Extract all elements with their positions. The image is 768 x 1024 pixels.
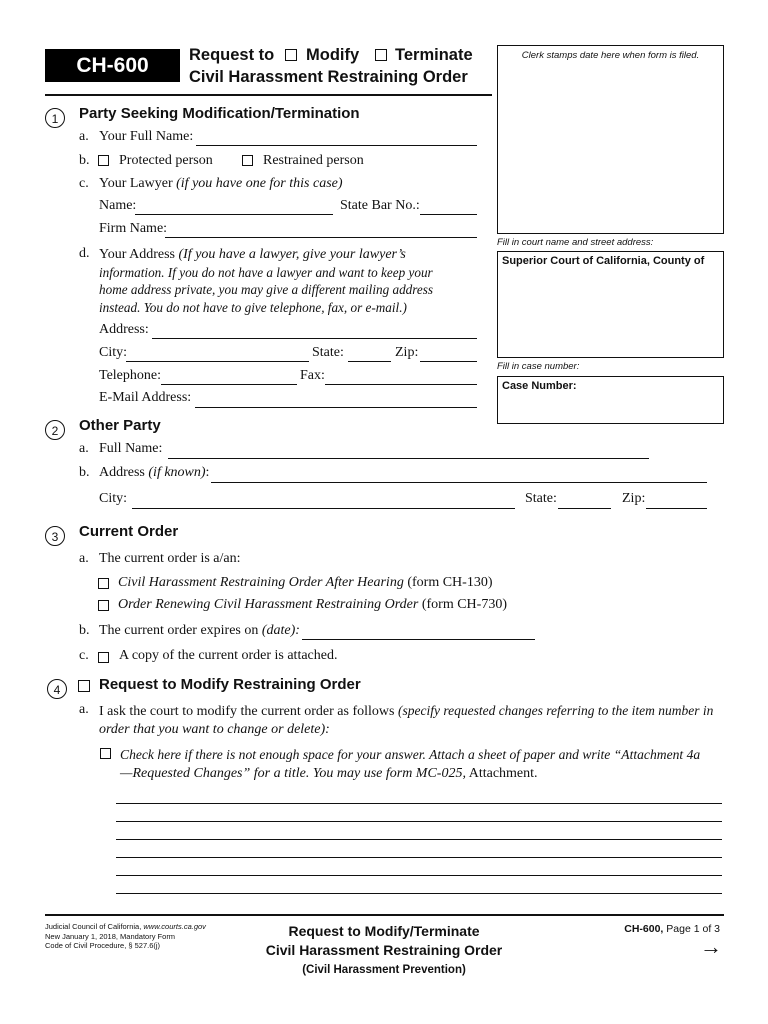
- attachment-text: [120, 745, 724, 783]
- s1-bar-field[interactable]: [420, 214, 477, 215]
- s1-a-letter: a.: [79, 129, 89, 144]
- section3-number: 3: [45, 526, 65, 546]
- header-rule: [45, 94, 492, 96]
- s2-address-label: [99, 465, 209, 481]
- footer-code: Code of Civil Procedure, § 527.6(j): [45, 941, 161, 950]
- s1-address-instructions: [99, 246, 479, 316]
- s2-a-letter: a.: [79, 441, 89, 456]
- s1-telephone-label: Telephone:: [99, 368, 161, 383]
- s1-full-name-label: Your Full Name:: [99, 129, 194, 144]
- s1-lawyer-name-field[interactable]: [135, 214, 333, 215]
- order-after-hearing-form: (form CH-130): [407, 575, 493, 590]
- order-renewing-form: (form CH-730): [421, 597, 507, 612]
- s2-state-field[interactable]: [558, 508, 611, 509]
- terminate-checkbox[interactable]: [375, 49, 387, 61]
- title-prefix: Request to: [189, 46, 275, 64]
- court-name: Superior Court of California, County of: [502, 255, 705, 267]
- answer-line-1[interactable]: [116, 803, 722, 804]
- s2-zip-field[interactable]: [646, 508, 707, 509]
- s1-bar-label: State Bar No.:: [340, 198, 420, 213]
- order-after-hearing-title: Civil Harassment Restraining Order After Hearing: [118, 575, 404, 590]
- footer-left: [45, 922, 206, 951]
- s1-c-letter: c.: [79, 176, 89, 191]
- attachment-text-l1: Check here if there is not enough space for your answer. Attach a sheet of paper and write “Attachment 4a: [120, 747, 701, 762]
- s3-b-letter: b.: [79, 623, 90, 638]
- s2-city-field[interactable]: [132, 508, 515, 509]
- s1-address-note-l2: information. If you do not have a lawyer and want to keep your: [99, 264, 433, 280]
- s1-telephone-field[interactable]: [161, 384, 297, 385]
- modify-label: Modify: [306, 46, 360, 64]
- protected-person-label: Protected person: [119, 153, 213, 168]
- court-label: Fill in court name and street address:: [497, 237, 654, 248]
- s1-address-note-l4: instead. You do not have to give telephone, fax, or e-mail.): [99, 299, 407, 315]
- section3-title: Current Order: [79, 523, 179, 540]
- section4-title: Request to Modify Restraining Order: [99, 676, 361, 693]
- footer-center: [230, 922, 538, 980]
- order-after-hearing-label: [118, 575, 492, 591]
- form-title: [189, 44, 473, 88]
- protected-person-checkbox[interactable]: [98, 155, 109, 166]
- case-number-label: Case Number:: [502, 380, 577, 392]
- section2-title: Other Party: [79, 417, 161, 434]
- s1-lawyer-label: [99, 176, 343, 192]
- s3-expires-field[interactable]: [302, 639, 535, 640]
- answer-line-6[interactable]: [116, 893, 722, 894]
- s1-email-label: E-Mail Address:: [99, 390, 192, 405]
- clerk-stamp-box: [497, 45, 724, 234]
- s2-zip-label: Zip:: [622, 491, 646, 506]
- s2-b-letter: b.: [79, 465, 90, 480]
- footer-council: Judicial Council of California,: [45, 922, 142, 931]
- s2-city-label: City:: [99, 491, 128, 506]
- s1-d-letter: d.: [79, 246, 90, 261]
- footer-title-l1: Request to Modify/Terminate: [288, 923, 480, 939]
- answer-line-3[interactable]: [116, 839, 722, 840]
- court-name-box[interactable]: [497, 251, 724, 358]
- s2-full-name-field[interactable]: [168, 458, 649, 459]
- section1-number: 1: [45, 108, 65, 128]
- footer-title-l2: Civil Harassment Restraining Order: [265, 942, 503, 958]
- section1-title: Party Seeking Modification/Termination: [79, 105, 360, 122]
- copy-attached-label: A copy of the current order is attached.: [119, 648, 338, 663]
- s1-address-note-l3: home address private, you may give a different mailing address: [99, 282, 434, 297]
- s2-address-note: (if known): [148, 465, 206, 480]
- attachment-text-l2: —Requested Changes” for a title. You may use form MC-025,: [120, 766, 466, 781]
- footer-url: www.courts.ca.gov: [143, 922, 206, 931]
- s1-address-field[interactable]: [152, 338, 477, 339]
- answer-line-2[interactable]: [116, 821, 722, 822]
- s2-full-name-label: Full Name:: [99, 441, 163, 456]
- modify-checkbox[interactable]: [285, 49, 297, 61]
- s1-state-field[interactable]: [348, 361, 391, 362]
- s1-full-name-field[interactable]: [196, 145, 477, 146]
- s1-lawyer-text: Your Lawyer: [99, 176, 173, 191]
- s2-address-field[interactable]: [211, 482, 707, 483]
- s1-zip-field[interactable]: [420, 361, 477, 362]
- copy-attached-checkbox[interactable]: [98, 652, 109, 663]
- s3-expires-text: The current order expires on: [99, 623, 259, 638]
- footer-rule: [45, 914, 724, 916]
- s1-b-letter: b.: [79, 153, 90, 168]
- footer-form-date: New January 1, 2018, Mandatory Form: [45, 931, 176, 941]
- restrained-person-label: Restrained person: [263, 153, 364, 168]
- s2-state-label: State:: [525, 491, 557, 506]
- order-after-hearing-checkbox[interactable]: [98, 578, 109, 589]
- s4-a-label: I ask the court to modify the current order as follows: [99, 704, 395, 719]
- order-renewing-label: [118, 597, 507, 613]
- s1-lawyer-name-label: Name:: [99, 198, 137, 213]
- footer-title-l3: (Civil Harassment Prevention): [302, 964, 466, 976]
- answer-line-4[interactable]: [116, 857, 722, 858]
- s2-address-text: Address: [99, 465, 145, 480]
- s1-email-field[interactable]: [195, 407, 477, 408]
- order-renewing-checkbox[interactable]: [98, 600, 109, 611]
- section4-number: 4: [47, 679, 67, 699]
- s4-a-letter: a.: [79, 702, 89, 717]
- s1-address-note-l1: (If you have a lawyer, give your lawyer’s: [178, 247, 406, 262]
- s4-a-note-l2: order that you want to change or delete):: [99, 722, 330, 737]
- next-page-arrow-icon[interactable]: →: [700, 934, 722, 959]
- s1-zip-label: Zip:: [395, 345, 419, 360]
- attachment-text-l2-end: Attachment.: [468, 766, 538, 781]
- s1-fax-label: Fax:: [300, 368, 325, 383]
- s3-a-letter: a.: [79, 551, 89, 566]
- clerk-note: Clerk stamps date here when form is filed.: [521, 50, 700, 61]
- s1-address-heading: Your Address: [99, 247, 175, 262]
- restrained-person-checkbox[interactable]: [242, 155, 253, 166]
- s4-a-note-l1: (specify requested changes referring to the item number in: [397, 703, 714, 718]
- s3-c-letter: c.: [79, 648, 89, 663]
- s1-firm-label: Firm Name:: [99, 221, 168, 236]
- case-number-box[interactable]: [497, 376, 724, 424]
- s4-a-text: [99, 702, 724, 739]
- footer-page: Page 1 of 3: [666, 923, 720, 935]
- s1-city-label: City:: [99, 345, 128, 360]
- s1-fax-field[interactable]: [325, 384, 477, 385]
- terminate-label: Terminate: [395, 46, 473, 64]
- s3-a-label: The current order is a/an:: [99, 551, 241, 566]
- case-label: Fill in case number:: [497, 361, 580, 372]
- attachment-checkbox[interactable]: [100, 748, 111, 759]
- section2-number: 2: [45, 420, 65, 440]
- order-renewing-title: Order Renewing Civil Harassment Restraining Order: [118, 597, 419, 612]
- answer-line-5[interactable]: [116, 875, 722, 876]
- modify-order-checkbox[interactable]: [78, 680, 90, 692]
- s3-expires-note: (date):: [261, 623, 300, 638]
- s1-firm-field[interactable]: [165, 237, 477, 238]
- s2-address-colon: :: [205, 465, 210, 480]
- form-id-badge: CH-600: [45, 49, 180, 82]
- s3-expires-label: [99, 623, 300, 639]
- s1-address-label: Address:: [99, 322, 149, 337]
- title-line2: Civil Harassment Restraining Order: [189, 68, 468, 86]
- s1-city-field[interactable]: [126, 361, 309, 362]
- s1-state-label: State:: [312, 345, 344, 360]
- footer-form-id: CH-600,: [624, 923, 664, 935]
- s1-lawyer-note: (if you have one for this case): [176, 176, 343, 191]
